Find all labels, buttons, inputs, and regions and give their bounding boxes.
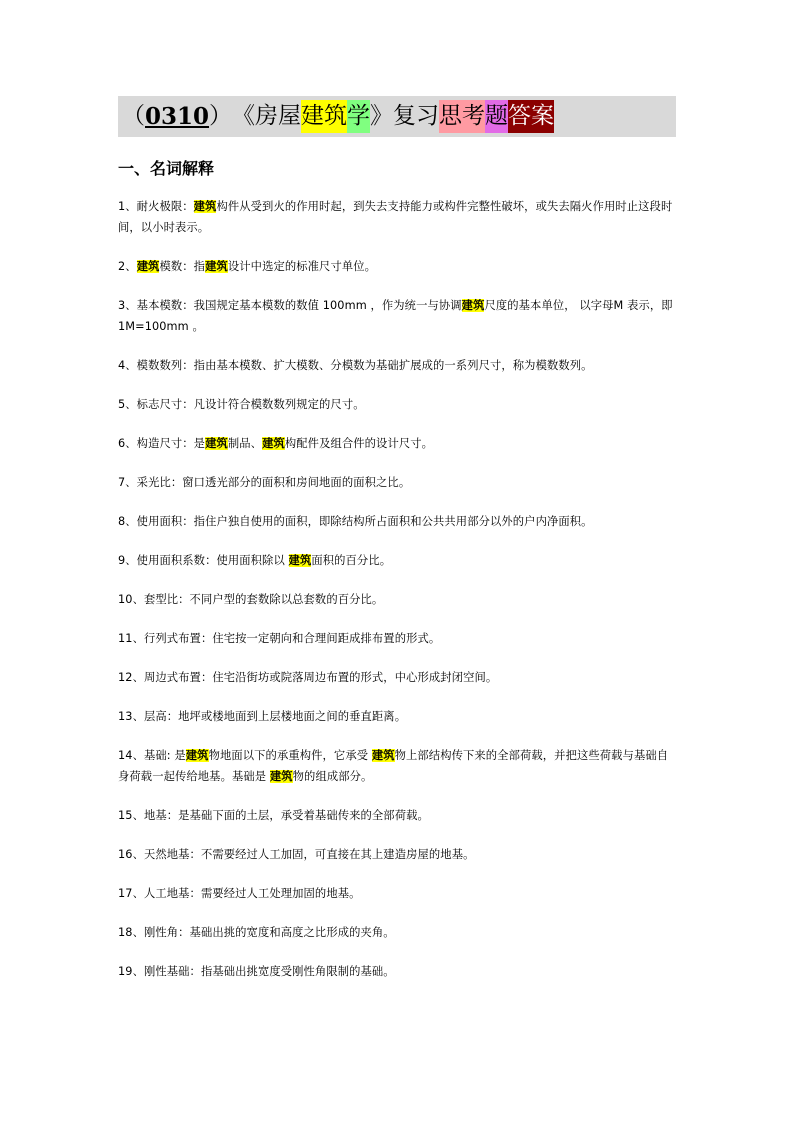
course-code: 0310 [145, 103, 210, 130]
definition-item [118, 394, 678, 415]
definition-text: 2、 [118, 260, 137, 273]
definition-item [118, 628, 678, 649]
definition-text: 15、地基：是基础下面的土层，承受着基础传来的全部荷载。 [118, 809, 429, 822]
definition-text: 14、基础: 是 [118, 749, 186, 762]
definition-text: 构配件及组合件的设计尺寸。 [284, 437, 434, 450]
definition-text: 制品、 [227, 437, 263, 450]
definition-text: 3、基本模数：我国规定基本模数的数值 100mm ，作为统一与协调 [118, 299, 462, 312]
highlighted-keyword: 建筑 [185, 749, 209, 762]
definition-text: 面积的百分比。 [311, 554, 392, 567]
definition-text: 构件从受到火的作用时起，到失去支持能力或构件完整性破坏，或失去隔火作用时止这段时间，以小时表示。 [118, 200, 673, 234]
definition-item [118, 433, 678, 454]
definition-item [118, 961, 678, 982]
definition-item [118, 589, 678, 610]
definition-item [118, 256, 678, 277]
definition-text: 7、采光比：窗口透光部分的面积和房间地面的面积之比。 [118, 476, 411, 489]
definition-text: 4、模数数列：指由基本模数、扩大模数、分模数为基础扩展成的一系列尺寸，称为模数数列。 [118, 359, 593, 372]
title-highlight-magenta: 题 [485, 100, 508, 133]
title-open-paren: （ [122, 103, 145, 129]
definition-item [118, 196, 678, 238]
definition-text: 12、周边式布置：住宅沿街坊或院落周边布置的形式，中心形成封闭空间。 [118, 671, 498, 684]
highlighted-keyword: 建筑 [136, 260, 160, 273]
definition-text: 物的组成部分。 [292, 770, 373, 783]
definition-text: 11、行列式布置：住宅按一定朝向和合理间距成排布置的形式。 [118, 632, 441, 645]
title-highlight-pink: 思考 [439, 100, 485, 133]
title-highlight-yellow: 建筑 [301, 100, 347, 133]
definition-text: 13、层高：地坪或楼地面到上层楼地面之间的垂直距离。 [118, 710, 407, 723]
definition-item [118, 706, 678, 727]
definition-item [118, 511, 678, 532]
definition-text: 10、套型比：不同户型的套数除以总套数的百分比。 [118, 593, 384, 606]
title-right-quote: 》 [370, 103, 394, 129]
definition-text: 1、耐火极限： [118, 200, 194, 213]
definition-text: 模数：指 [159, 260, 206, 273]
definition-text: 物上部结构传下来的全部荷载，并把这些荷载与基础自身荷载一起传给地基。基础是 [118, 749, 669, 783]
title-left-quote: 《 [232, 103, 256, 129]
highlighted-keyword: 建筑 [371, 749, 395, 762]
highlighted-keyword: 建筑 [262, 437, 285, 450]
definition-text: 16、天然地基：不需要经过人工加固，可直接在其上建造房屋的地基。 [118, 848, 475, 861]
definition-item [118, 883, 678, 904]
definition-text: 物地面以下的承重构件，它承受 [208, 749, 372, 762]
definition-text: 6、构造尺寸：是 [118, 437, 206, 450]
title-close-paren: ） [209, 103, 233, 129]
definition-item [118, 745, 678, 787]
definition-item [118, 295, 678, 337]
definition-text: 9、使用面积系数：使用面积除以 [118, 554, 289, 567]
definition-item [118, 922, 678, 943]
definition-text: 17、人工地基：需要经过人工处理加固的地基。 [118, 887, 361, 900]
definition-item [118, 844, 678, 865]
title-part-1: 房屋 [255, 103, 302, 129]
definition-item [118, 805, 678, 826]
definition-item [118, 550, 678, 571]
highlighted-keyword: 建筑 [288, 554, 312, 567]
section-heading: 一、名词解释 [118, 159, 215, 178]
definition-item [118, 355, 678, 376]
definition-text: 18、刚性角：基础出挑的宽度和高度之比形成的夹角。 [118, 926, 395, 939]
title-highlight-green: 学 [347, 100, 370, 133]
definition-text: 19、刚性基础：指基础出挑宽度受刚性角限制的基础。 [118, 965, 395, 978]
highlighted-keyword: 建筑 [269, 770, 293, 783]
highlighted-keyword: 建筑 [205, 437, 228, 450]
highlighted-keyword: 建筑 [193, 200, 217, 213]
highlighted-keyword: 建筑 [205, 260, 228, 273]
title-part-4: 复习 [393, 103, 440, 129]
definition-text: 设计中选定的标准尺寸单位。 [227, 260, 377, 273]
definition-list [118, 196, 678, 1000]
definition-text: 8、使用面积：指住户独自使用的面积，即除结构所占面积和公共共用部分以外的户内净面积。 [118, 515, 593, 528]
definition-text: 5、标志尺寸：凡设计符合模数数列规定的尺寸。 [118, 398, 365, 411]
definition-text: 尺度的基本单位， 以字母M 表示，即 1M=100mm 。 [118, 299, 673, 333]
definition-item [118, 472, 678, 493]
document-title [118, 96, 676, 137]
title-highlight-darkred: 答案 [508, 100, 554, 133]
highlighted-keyword: 建筑 [461, 299, 485, 312]
definition-item [118, 667, 678, 688]
